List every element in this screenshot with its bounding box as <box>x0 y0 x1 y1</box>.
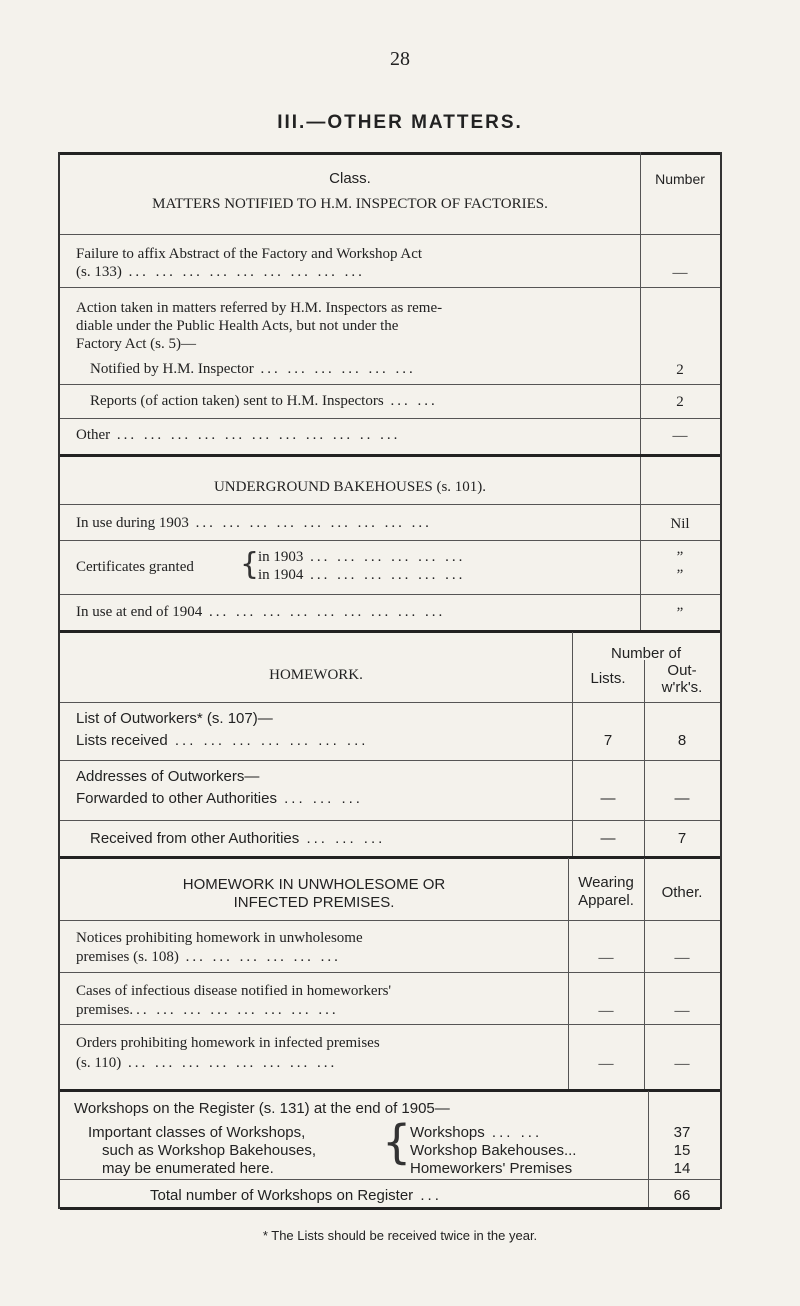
section-title: III.—OTHER MATTERS. <box>277 112 523 133</box>
lists-received-lists: 7 <box>603 732 613 749</box>
cases-label-2: premises... ... ... ... ... ... ... ... <box>76 1002 339 1018</box>
register-note-3: may be enumerated here. <box>102 1160 274 1177</box>
in-use-end-value: ” <box>676 605 684 621</box>
orders-other: — <box>674 1056 690 1072</box>
notices-label-2: premises (s. 108) ... ... ... ... ... ... <box>76 949 341 965</box>
action-label-3: Factory Act (s. 5)— <box>76 336 196 352</box>
register-note-2: such as Workshop Bakehouses, <box>102 1142 317 1159</box>
page-number: 28 <box>390 48 410 70</box>
lists-received-label: Lists received ... ... ... ... ... ... ... <box>76 732 369 749</box>
other-value: — <box>672 428 688 444</box>
cert-1903-value: ” <box>676 549 684 565</box>
forwarded-label: Forwarded to other Authorities ... ... ... <box>76 790 363 807</box>
wearing-apparel-header: Wearing <box>578 874 634 891</box>
other-matters-table <box>58 152 722 1209</box>
notices-wearing: — <box>598 950 614 966</box>
workshop-bakehouses-label: Workshop Bakehouses... <box>410 1142 577 1159</box>
workshop-bakehouses-value: 15 <box>673 1142 691 1159</box>
orders-label-2: (s. 110) ... ... ... ... ... ... ... ... <box>76 1055 338 1071</box>
homeworkers-premises-label: Homeworkers' Premises <box>410 1160 573 1177</box>
notices-other: — <box>674 950 690 966</box>
received-label: Received from other Authorities ... ... ... <box>90 830 386 847</box>
cert-1904-label: in 1904 ... ... ... ... ... ... <box>258 567 466 583</box>
list-of-outworkers-label: List of Outworkers* (s. 107)— <box>76 710 273 727</box>
notified-heading: MATTERS NOTIFIED TO H.M. INSPECTOR OF FACTORIES. <box>152 196 548 212</box>
register-note: Important classes of Workshops, <box>88 1124 306 1141</box>
total-label: Total number of Workshops on Register ... <box>150 1187 442 1204</box>
bakehouses-heading: UNDERGROUND BAKEHOUSES (s. 101). <box>213 479 487 495</box>
in-use-end-label: In use at end of 1904 ... ... ... ... ... ... ... ... ... <box>76 604 446 620</box>
total-value: 66 <box>673 1187 691 1204</box>
cert-1904-value: ” <box>676 567 684 583</box>
outworkers-header: Out- <box>667 662 697 679</box>
in-use-1903-value: Nil <box>670 516 690 532</box>
failure-label-cont: (s. 133) ... ... ... ... ... ... ... ... ... <box>76 264 365 280</box>
register-rule <box>60 1207 720 1210</box>
orders-label: Orders prohibiting homework in infected premises <box>76 1035 380 1051</box>
failure-value: — <box>672 265 688 281</box>
in-use-1903-label: In use during 1903 ... ... ... ... ... ... ... ... ... <box>76 515 432 531</box>
cases-label: Cases of infectious disease notified in homeworkers' <box>76 983 392 999</box>
notified-by-value: 2 <box>676 362 684 378</box>
forwarded-lists: — <box>600 790 616 807</box>
workshops-value: 37 <box>673 1124 691 1141</box>
number-header: Number <box>655 171 705 187</box>
unwholesome-heading: HOMEWORK IN UNWHOLESOME OR <box>182 876 446 893</box>
register-rule <box>60 1179 720 1180</box>
footnote: * The Lists should be received twice in the year. <box>262 1228 538 1243</box>
unwholesome-heading-2: INFECTED PREMISES. <box>233 894 395 911</box>
reports-label: Reports (of action taken) sent to H.M. Inspectors ... ... <box>90 393 438 409</box>
lists-received-out: 8 <box>677 732 687 749</box>
register-heading: Workshops on the Register (s. 131) at the end of 1905— <box>74 1100 450 1117</box>
register-brace: { <box>382 1115 412 1169</box>
reports-value: 2 <box>676 394 684 410</box>
certificates-label: Certificates granted <box>76 559 194 575</box>
cert-1903-label: in 1903 ... ... ... ... ... ... <box>258 549 466 565</box>
cases-wearing: — <box>598 1003 614 1019</box>
homework-heading: HOMEWORK. <box>269 667 363 683</box>
orders-wearing: — <box>598 1056 614 1072</box>
addresses-label: Addresses of Outworkers— <box>76 768 260 785</box>
cases-other: — <box>674 1003 690 1019</box>
lists-header: Lists. <box>590 670 626 687</box>
outworkers-header-2: w'rk's. <box>661 679 703 696</box>
wearing-apparel-header-2: Apparel. <box>578 892 634 909</box>
class-label: Class. <box>329 170 371 187</box>
other-header: Other. <box>661 884 703 901</box>
notified-by-label: Notified by H.M. Inspector ... ... ... ... ... ... <box>90 361 416 377</box>
number-of-header: Number of <box>610 645 682 662</box>
certificates-brace: { <box>240 547 260 582</box>
action-label-2: diable under the Public Health Acts, but not under the <box>76 318 399 334</box>
notices-label: Notices prohibiting homework in unwholesome <box>76 930 363 946</box>
received-lists: — <box>600 830 616 847</box>
action-label: Action taken in matters referred by H.M. Inspectors as reme- <box>76 300 443 316</box>
forwarded-out: — <box>674 790 690 807</box>
failure-label: Failure to affix Abstract of the Factory and Workshop Act <box>76 246 423 262</box>
other-label: Other ... ... ... ... ... ... ... ... ... .. ... <box>76 427 401 443</box>
homeworkers-premises-value: 14 <box>673 1160 691 1177</box>
workshops-label: Workshops ... ... <box>410 1124 543 1141</box>
received-out: 7 <box>677 830 687 847</box>
